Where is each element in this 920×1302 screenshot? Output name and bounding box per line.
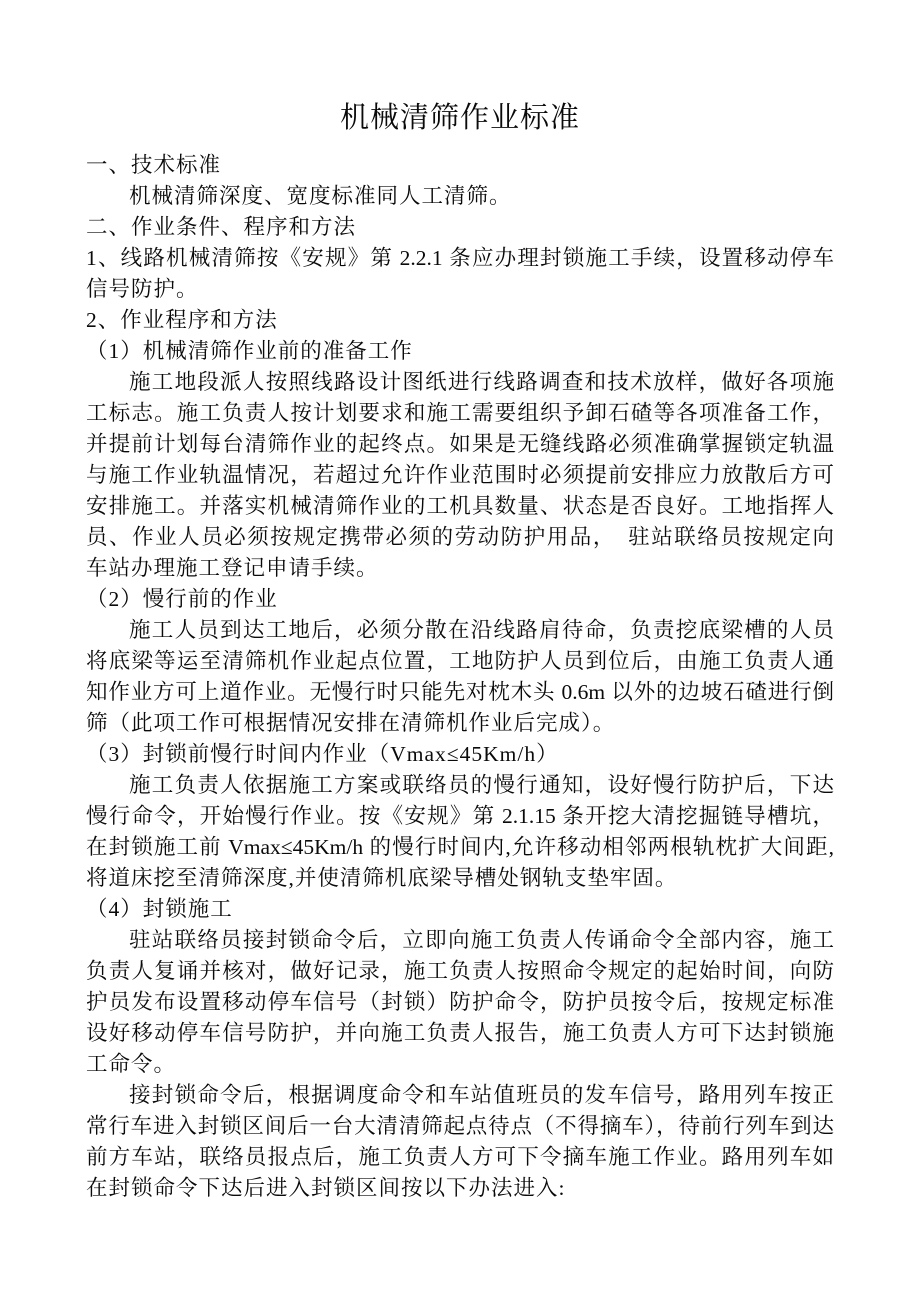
paragraph-line: 将底梁等运至清筛机作业起点位置，工地防护人员到位后，由施工负责人通 bbox=[86, 649, 834, 673]
paragraph-line: 施工负责人依据施工方案或联络员的慢行通知，设好慢行防护后，下达 bbox=[129, 773, 834, 797]
paragraph-line: 将道床挖至清筛深度,并使清筛机底梁导槽处钢轨支垫牢固。 bbox=[86, 866, 678, 890]
paragraph-line: 驻站联络员接封锁命令后，立即向施工负责人传诵命令全部内容，施工 bbox=[129, 928, 834, 952]
heading-item-two: 2、作业程序和方法 bbox=[86, 308, 278, 332]
paragraph-line: 并提前计划每台清筛作业的起终点。如果是无缝线路必须准确掌握锁定轨温 bbox=[86, 432, 834, 456]
paragraph-line: 筛（此项工作可根据情况安排在清筛机作业后完成）。 bbox=[86, 711, 616, 735]
paragraph-line: 安排施工。并落实机械清筛作业的工机具数量、状态是否良好。工地指挥人 bbox=[86, 494, 834, 518]
paragraph-line: 工命令。 bbox=[86, 1052, 177, 1076]
paragraph-line: 在封锁施工前 Vmax≤45Km/h 的慢行时间内,允许移动相邻两根轨枕扩大间距, bbox=[86, 835, 834, 859]
subheading-step-two: （2）慢行前的作业 bbox=[86, 587, 278, 611]
heading-section-one: 一、技术标准 bbox=[86, 153, 222, 177]
paragraph-line: 知作业方可上道作业。无慢行时只能先对枕木头 0.6m 以外的边坡石碴进行倒 bbox=[86, 680, 834, 704]
paragraph-line: 车站办理施工登记申请手续。 bbox=[86, 556, 379, 580]
item-one-line: 1、线路机械清筛按《安规》第 2.2.1 条应办理封锁施工手续，设置移动停车 bbox=[86, 246, 834, 270]
heading-section-two: 二、作业条件、程序和方法 bbox=[86, 215, 357, 239]
subheading-step-three: （3）封锁前慢行时间内作业（Vmax≤45Km/h） bbox=[86, 742, 559, 766]
paragraph-line: 与施工作业轨温情况，若超过允许作业范围时必须提前安排应力放散后方可 bbox=[86, 463, 834, 487]
paragraph-line: 施工地段派人按照线路设计图纸进行线路调查和技术放样，做好各项施 bbox=[129, 370, 834, 394]
paragraph-line: 设好移动停车信号防护，并向施工负责人报告，施工负责人方可下达封锁施 bbox=[86, 1021, 834, 1045]
paragraph-line: 施工人员到达工地后，必须分散在沿线路肩待命，负责挖底梁槽的人员 bbox=[129, 618, 834, 642]
paragraph-line: 前方车站，联络员报点后，施工负责人方可下令摘车施工作业。路用列车如 bbox=[86, 1145, 834, 1169]
paragraph-line: 员、作业人员必须按规定携带必须的劳动防护用品， 驻站联络员按规定向 bbox=[86, 525, 834, 549]
paragraph-line: 在封锁命令下达后进入封锁区间按以下办法进入: bbox=[86, 1176, 566, 1200]
subheading-step-four: （4）封锁施工 bbox=[86, 897, 233, 921]
paragraph-line: 机械清筛深度、宽度标准同人工清筛。 bbox=[129, 184, 512, 208]
paragraph-line: 慢行命令，开始慢行作业。按《安规》第 2.1.15 条开挖大清挖掘链导槽坑， bbox=[86, 804, 834, 828]
paragraph-line: 护员发布设置移动停车信号（封锁）防护命令，防护员按令后，按规定标准 bbox=[86, 990, 834, 1014]
paragraph-line: 常行车进入封锁区间后一台大清清筛起点待点（不得摘车），待前行列车到达 bbox=[86, 1114, 834, 1138]
paragraph-line: 接封锁命令后，根据调度命令和车站值班员的发车信号，路用列车按正 bbox=[129, 1083, 834, 1107]
item-one-line: 信号防护。 bbox=[86, 277, 199, 301]
paragraph-line: 负责人复诵并核对，做好记录，施工负责人按照命令规定的起始时间，向防 bbox=[86, 959, 834, 983]
subheading-step-one: （1）机械清筛作业前的准备工作 bbox=[86, 339, 413, 363]
paragraph-line: 工标志。施工负责人按计划要求和施工需要组织予卸石碴等各项准备工作， bbox=[86, 401, 834, 425]
page-title: 机械清筛作业标准 bbox=[339, 102, 580, 134]
